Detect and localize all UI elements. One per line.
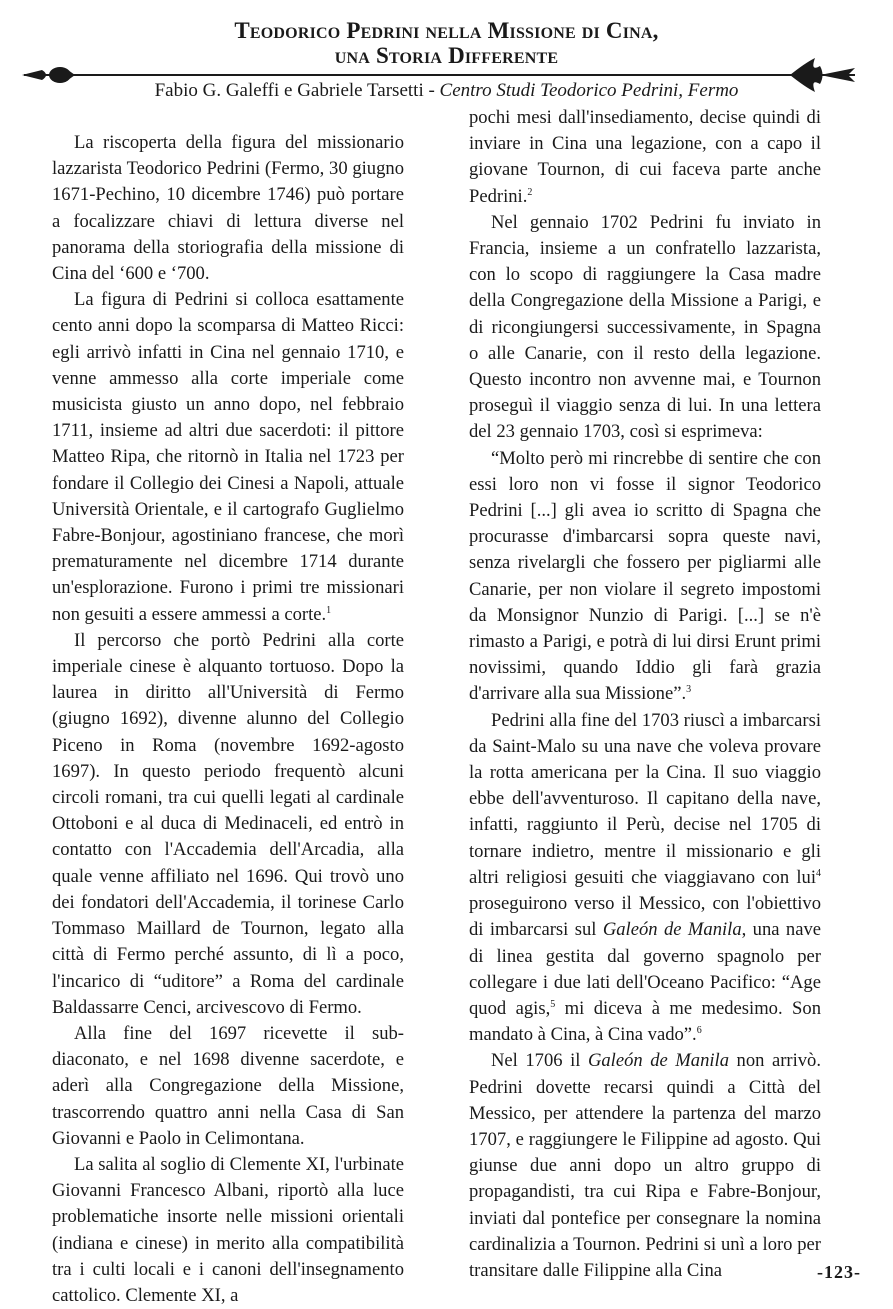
quotation-paragraph: “Molto però mi rincrebbe di sentire che con essi loro non vi fosse il signor Teodorico Pedrini [...] gli avea io scritto di Spagna che procurasse d'imbarcarsi sopra queste navi, senza rivelargli che fossero per pigliarmi alle Canarie, per non violare il segreto impostomi da Monsignor Nunzio di Parigi. [...] se n'è rimasto a Parigi, e potrà di lui dirsi Erunt primi novissimi, quando Iddio gli farà grazia d'arrivare alla sua Missione”.$^3$ xyxy=(469,447,821,705)
footnote-ref: 6 xyxy=(696,1024,702,1036)
page-number: -123- xyxy=(817,1262,861,1282)
ship-name: Galeón de Manila xyxy=(587,1050,730,1072)
paragraph: La figura di Pedrini si colloca esattamente cento anni dopo la scomparsa di Matteo Ricci: egli arrivò infatti in Cina nel gennaio 1710, e venne ammesso alla corte imperiale come musicista giusto un anno dopo, nel febbraio 1711, insieme ad altri due sacerdoti: il pittore Matteo Ripa, che ritornò in Italia nel 1723 per fondare il Collegio dei Cinesi a Napoli, attuale Università Orientale, e il cartografo Guglielmo Fabre-Bonjour, agostiniano francese, che morì prematuramente nel dicembre 1714 durante un'esplorazione. Furono i primi tre missionari non gesuiti a essere ammessi a corte.$^1$ xyxy=(52,289,404,625)
footnote-ref: 4 xyxy=(816,867,821,879)
author-byline xyxy=(0,80,893,102)
paragraph: Alla fine del 1697 ricevette il sub-diaconato, e nel 1698 divenne sacerdote, e aderì alla Congregazione della Missione, trascorrendo quattro anni nella Casa di San Giovanni e Paolo in Celimontana. xyxy=(52,1022,404,1149)
article-title-line-1: Teodorico Pedrini nella Missione di Cina, xyxy=(234,18,659,43)
paragraph: La salita al soglio di Clemente XI, l'urbinate Giovanni Francesco Albani, riportò alla luce problematiche insorte nelle missioni orientali (indiana e cinese) in merito alla compatibilità tra i culti locali e i canoni dell'insegnamento cattolico. Clemente XI, a xyxy=(52,1153,404,1306)
paragraph: La riscoperta della figura del missionario lazzarista Teodorico Pedrini (Fermo, 30 giugno 1671-Pechino, 10 dicembre 1746) può portare a focalizzare chiavi di lettura diverse nel panorama della storiografia della missione di Cina del ‘600 e ‘700. xyxy=(52,132,404,285)
right-text-column xyxy=(469,105,821,1284)
footnote-ref: 3 xyxy=(686,684,692,696)
left-text-column xyxy=(52,130,404,1309)
author-affiliation: Centro Studi Teodorico Pedrini, Fermo xyxy=(439,80,739,101)
paragraph: Il percorso che portò Pedrini alla corte imperiale cinese è alquanto tortuoso. Dopo la laurea in diritto all'Università di Fermo (giugno 1692), divenne alunno del Collegio Piceno in Roma (novembre 1692-agosto 1697). In questo periodo frequentò alcuni circoli romani, tra cui quelli legati al cardinale Ottoboni e al duca di Medinaceli, ed entrò in contatto con l'Accademia dell'Arcadia, alla quale venne affiliato nel 1696. Qui trovò uno dei fondatori dell'Accademia, il torinese Carlo Tommaso Maillard de Tournon, legato alla città di Fermo perché assunto, di lì a poco, l'incarico di “uditore” a Roma del cardinale Baldassarre Cenci, arcivescovo di Fermo. xyxy=(52,629,404,1018)
paragraph: Nel gennaio 1702 Pedrini fu inviato in Francia, insieme a un confratello lazzarista, con lo scopo di raggiungere la Casa madre della Congregazione della Missione a Parigi, e di ricongiungersi successivamente, in Spagna o alle Canarie, con il resto della legazione. Questo incontro non avvenne mai, e Tournon proseguì il viaggio senza di lui. In una lettera del 23 gennaio 1703, così si esprimeva: xyxy=(469,211,821,443)
footnote-ref: 1 xyxy=(326,604,332,616)
footnote-ref: 2 xyxy=(527,186,533,198)
ship-name: Galeón de Manila xyxy=(602,919,742,941)
author-names: Fabio G. Galeffi e Gabriele Tarsetti - xyxy=(154,80,440,101)
paragraph: Pedrini alla fine del 1703 riuscì a imbarcarsi da Saint-Malo su una nave che voleva provare la rotta americana per la Cina. Il suo viaggio ebbe dell'avventuroso. Il capitano della nave, infatti, raggiunto il Perù, decise nel 1705 di tornare indietro, mentre il missionario e gli altri religiosi gesuiti che viaggiavano con lui$^4$ proseguirono verso il Messico, con l'obiettivo di imbarcarsi sul Galeón de Manila, una nave di linea gestita dal governo spagnolo per collegare i due lati dell'Oceano Pacifico: “Age quod agis,$^5$ mi diceva à me medesimo. Son mandato à Cina, à Cina vado”.$^6$ xyxy=(469,709,822,1046)
paragraph: pochi mesi dall'insediamento, decise quindi di inviare in Cina una legazione, con a capo il giovane Tournon, di cui faceva parte anche Pedrini.$^2$ xyxy=(469,107,821,207)
article-title-line-2: una Storia Differente xyxy=(334,43,559,68)
footnote-ref: 5 xyxy=(550,998,556,1010)
paragraph: Nel 1706 il Galeón de Manila non arrivò. Pedrini dovette recarsi quindi a Città del Messico, per attendere la partenza del marzo 1707, e raggiungere le Filippine ad agosto. Qui giunse due anni dopo un altro gruppo di propagandisti, tra cui Ripa e Fabre-Bonjour, inviati dal pontefice per consegnare la nomina cardinalizia a Tournon. Pedrini si unì a loro per transitare dalle Filippine alla Cina xyxy=(469,1050,822,1281)
